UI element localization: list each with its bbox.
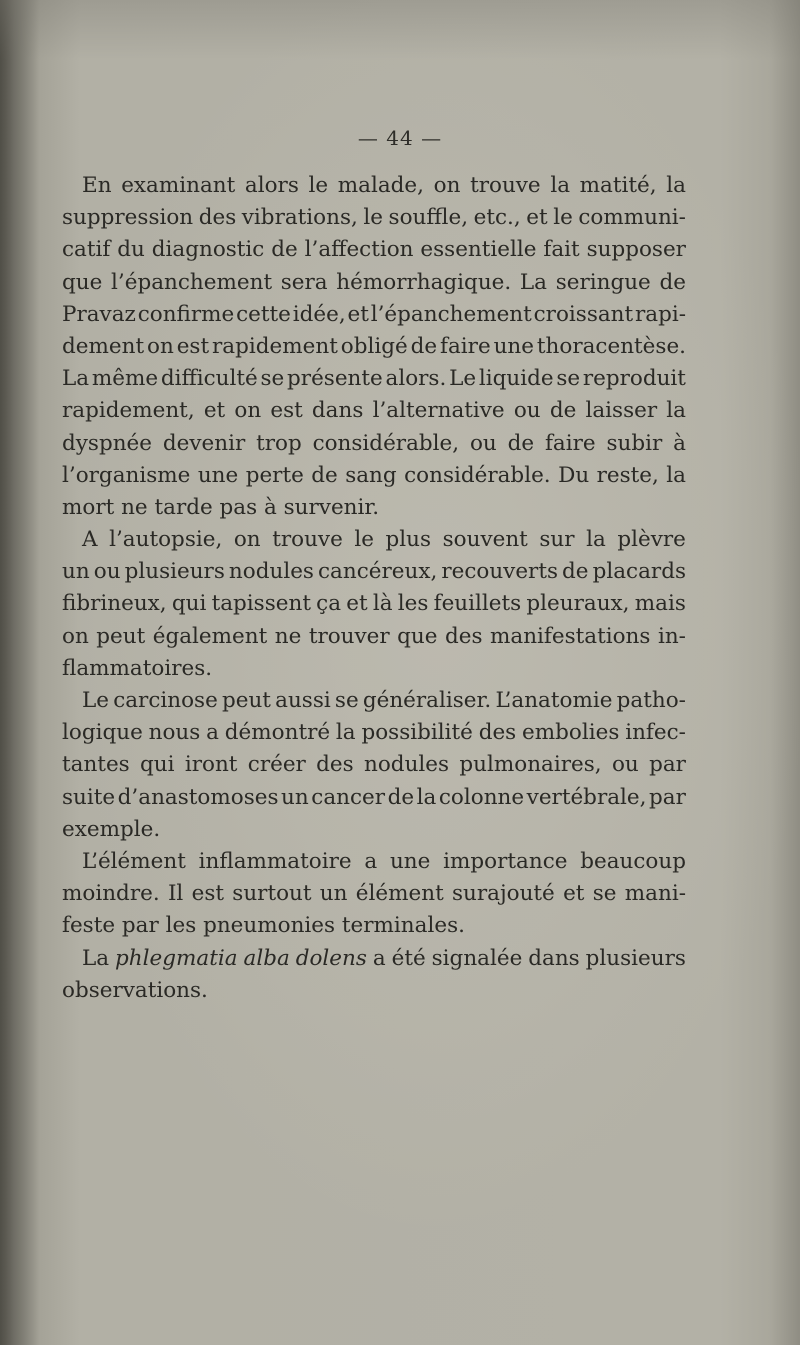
word: fait	[543, 237, 580, 263]
word: une	[493, 333, 534, 359]
word: on	[233, 527, 261, 553]
word: pulmonaires,	[459, 752, 602, 778]
word: le	[308, 173, 329, 198]
word: difficulté	[160, 366, 258, 392]
word: inflammatoire	[198, 848, 352, 874]
text-line	[62, 749, 686, 781]
word: est	[176, 333, 210, 359]
word: on	[62, 623, 89, 649]
word: souffle,	[388, 205, 469, 231]
word: dement	[62, 333, 145, 359]
word: seringue	[555, 269, 651, 295]
word: les	[397, 591, 429, 617]
word: moindre.	[62, 881, 160, 907]
word: manifestations	[490, 623, 651, 649]
word: qui	[140, 752, 175, 778]
text-line	[62, 782, 686, 814]
text-line	[62, 395, 686, 427]
word: placards	[592, 559, 686, 585]
word: se	[556, 366, 581, 392]
text-line	[62, 170, 686, 202]
text-line	[62, 814, 686, 846]
word: suite	[62, 784, 116, 810]
word: supposer	[586, 237, 686, 263]
word: rapidement	[212, 333, 338, 359]
word: confirme	[137, 301, 235, 327]
word: un	[62, 559, 90, 585]
word: la	[586, 527, 606, 553]
word: rapidement,	[62, 398, 195, 424]
text-line	[62, 492, 686, 524]
word: vertébrale,	[526, 784, 647, 810]
word: aussi	[275, 688, 331, 713]
word: dyspnée	[62, 430, 152, 456]
line-text: flammatoires.	[62, 655, 213, 681]
text-line	[62, 267, 686, 299]
text-line	[62, 943, 686, 975]
word: la	[335, 720, 356, 746]
word: cette	[236, 301, 291, 327]
word: hémorrhagique.	[336, 269, 512, 295]
word: laisser	[585, 398, 658, 424]
word: dolens	[295, 945, 367, 971]
word: et	[526, 205, 548, 231]
word: Il	[167, 881, 184, 907]
word: La	[62, 366, 90, 392]
word: catif	[62, 237, 111, 263]
word: patho-	[616, 688, 686, 713]
word: L’élément	[82, 848, 186, 874]
text-line	[62, 653, 686, 685]
word: logique	[62, 720, 143, 746]
word: alors.	[385, 366, 447, 392]
word: dans	[311, 398, 364, 424]
word: se	[334, 688, 359, 713]
word: considérable.	[404, 462, 551, 488]
word: cancéreux,	[318, 559, 438, 585]
text-line	[62, 588, 686, 620]
word: importance	[443, 848, 568, 874]
word: est	[191, 881, 224, 907]
word: etc.,	[473, 205, 521, 231]
word: a	[206, 720, 219, 746]
word: la	[550, 173, 571, 198]
word: Le	[82, 688, 110, 713]
text-line	[62, 331, 686, 363]
word: l’épanchement	[370, 301, 532, 327]
word: une	[197, 462, 239, 488]
word: perte	[245, 462, 304, 488]
word: le	[363, 205, 383, 231]
text-line	[62, 621, 686, 653]
word: pleuraux,	[526, 591, 630, 617]
word: de	[387, 784, 415, 810]
word: recouverts	[441, 559, 558, 585]
word: on	[147, 333, 174, 359]
text-line	[62, 556, 686, 588]
word: de	[410, 333, 438, 359]
line-text: exemple.	[62, 816, 161, 842]
word: alors	[244, 173, 299, 198]
word: mais	[634, 591, 686, 617]
word: ne	[274, 623, 302, 649]
word: par	[649, 784, 686, 810]
word: malade,	[337, 173, 424, 198]
word: sang	[345, 462, 397, 488]
word: de	[311, 462, 338, 488]
word: L’anatomie	[495, 688, 613, 713]
word: nodules	[228, 559, 314, 585]
word: possibilité	[361, 720, 473, 746]
word: trouve	[470, 173, 541, 198]
word: l’alternative	[372, 398, 505, 424]
word: peut	[96, 623, 146, 649]
word: l’autopsie,	[109, 527, 223, 553]
word: liquide	[478, 366, 554, 392]
word: plèvre	[617, 527, 686, 553]
word: devenir	[162, 430, 246, 456]
word: que	[62, 269, 103, 295]
word: Le	[449, 366, 477, 392]
word: in-	[657, 623, 686, 649]
word: la	[416, 784, 437, 810]
word: signalée	[431, 945, 523, 971]
word: A	[82, 527, 98, 553]
word: souvent	[442, 527, 528, 553]
word: généraliser.	[362, 688, 492, 713]
word: ça	[316, 591, 342, 617]
word: Du	[558, 462, 590, 488]
word: la	[666, 398, 686, 424]
word: même	[91, 366, 159, 392]
word: cancer	[311, 784, 386, 810]
word: embolies	[522, 720, 620, 746]
word: été	[391, 945, 426, 971]
text-line	[62, 202, 686, 234]
word: alba	[243, 945, 290, 971]
line-text: observations.	[62, 977, 208, 1003]
word: tantes	[62, 752, 130, 778]
word: sera	[280, 269, 328, 295]
text-line	[62, 975, 686, 1007]
word: l’épanchement	[111, 269, 273, 295]
word: des	[316, 752, 354, 778]
word: ou	[513, 398, 541, 424]
word: plusieurs	[124, 559, 225, 585]
word: une	[389, 848, 431, 874]
text-line	[62, 717, 686, 749]
text-line	[62, 846, 686, 878]
word: La	[82, 945, 110, 971]
word: diagnostic	[151, 237, 265, 263]
text-line	[62, 299, 686, 331]
word: là	[372, 591, 393, 617]
word: élément	[355, 881, 444, 907]
word: de	[562, 559, 589, 585]
text-line	[62, 363, 686, 395]
word: l’affection	[304, 237, 414, 263]
word: la	[666, 173, 686, 198]
word: mani-	[624, 881, 686, 907]
word: Pravaz	[62, 301, 136, 327]
text-line	[62, 234, 686, 266]
word: considérable,	[312, 430, 460, 456]
word: des	[478, 720, 517, 746]
word: dans	[528, 945, 580, 971]
body-text	[62, 170, 686, 1007]
word: infec-	[625, 720, 686, 746]
word: peut	[221, 688, 271, 713]
word: La	[519, 269, 548, 295]
word: En	[82, 173, 112, 198]
word: ou	[93, 559, 121, 585]
word: d’anastomoses	[117, 784, 279, 810]
text-line	[62, 910, 686, 942]
word: de	[507, 430, 535, 456]
line-text: mort ne tarde pas à survenir.	[62, 494, 380, 520]
word: thoracentèse.	[536, 333, 686, 359]
word: a	[372, 945, 386, 971]
page-number: — 44 —	[357, 126, 443, 150]
word: surajouté	[451, 881, 555, 907]
word: trouve	[272, 527, 343, 553]
word: et	[346, 591, 368, 617]
word: croissant	[533, 301, 634, 327]
word: se	[592, 881, 617, 907]
word: examinant	[121, 173, 236, 198]
word: reproduit	[582, 366, 686, 392]
word: des	[444, 623, 483, 649]
word: du	[117, 237, 145, 263]
word: créer	[247, 752, 306, 778]
word: le	[354, 527, 374, 553]
word: plusieurs	[585, 945, 686, 971]
word: trouver	[308, 623, 390, 649]
text-line	[62, 524, 686, 556]
word: surtout	[232, 881, 312, 907]
word: un	[319, 881, 348, 907]
word: le	[553, 205, 573, 231]
word: nous	[148, 720, 201, 746]
word: a	[364, 848, 378, 874]
text-line	[62, 878, 686, 910]
word: subir	[606, 430, 663, 456]
word: ou	[469, 430, 497, 456]
word: matité,	[579, 173, 657, 198]
text-line	[62, 428, 686, 460]
word: carcinose	[113, 688, 218, 713]
word: nodules	[364, 752, 450, 778]
word: sur	[539, 527, 575, 553]
word: et	[203, 398, 226, 424]
word: et	[563, 881, 585, 907]
word: communi-	[578, 205, 686, 231]
word: de	[549, 398, 577, 424]
word: plus	[385, 527, 432, 553]
word: colonne	[438, 784, 525, 810]
word: obligé	[340, 333, 408, 359]
word: la	[666, 462, 686, 488]
word: faire	[440, 333, 491, 359]
line-text: feste par les pneumonies terminales.	[62, 913, 465, 939]
word: phlegmatia	[115, 945, 238, 971]
word: présente	[287, 366, 383, 392]
word: et	[347, 301, 369, 327]
word: également	[152, 623, 268, 649]
word: se	[260, 366, 285, 392]
word: à	[673, 430, 686, 456]
word: est	[270, 398, 303, 424]
word: des	[198, 205, 237, 231]
word: vibrations,	[241, 205, 358, 231]
word: suppression	[62, 205, 194, 231]
word: beaucoup	[580, 848, 686, 874]
word: démontré	[224, 720, 331, 746]
word: l’organisme	[62, 462, 191, 488]
word: on	[433, 173, 461, 198]
text-line	[62, 460, 686, 492]
word: par	[649, 752, 686, 778]
word: faire	[544, 430, 596, 456]
word: que	[397, 623, 438, 649]
word: trop	[256, 430, 302, 456]
word: ou	[611, 752, 639, 778]
word: reste,	[596, 462, 659, 488]
word: de	[271, 237, 298, 263]
word: un	[281, 784, 309, 810]
word: iront	[184, 752, 238, 778]
text-line	[62, 685, 686, 717]
word: on	[234, 398, 262, 424]
word: de	[659, 269, 686, 295]
word: rapi-	[635, 301, 686, 327]
word: feuillets	[433, 591, 522, 617]
word: essentielle	[420, 237, 537, 263]
word: tapissent	[211, 591, 311, 617]
word: fibrineux,	[62, 591, 167, 617]
word: idée,	[292, 301, 346, 327]
word: qui	[171, 591, 207, 617]
